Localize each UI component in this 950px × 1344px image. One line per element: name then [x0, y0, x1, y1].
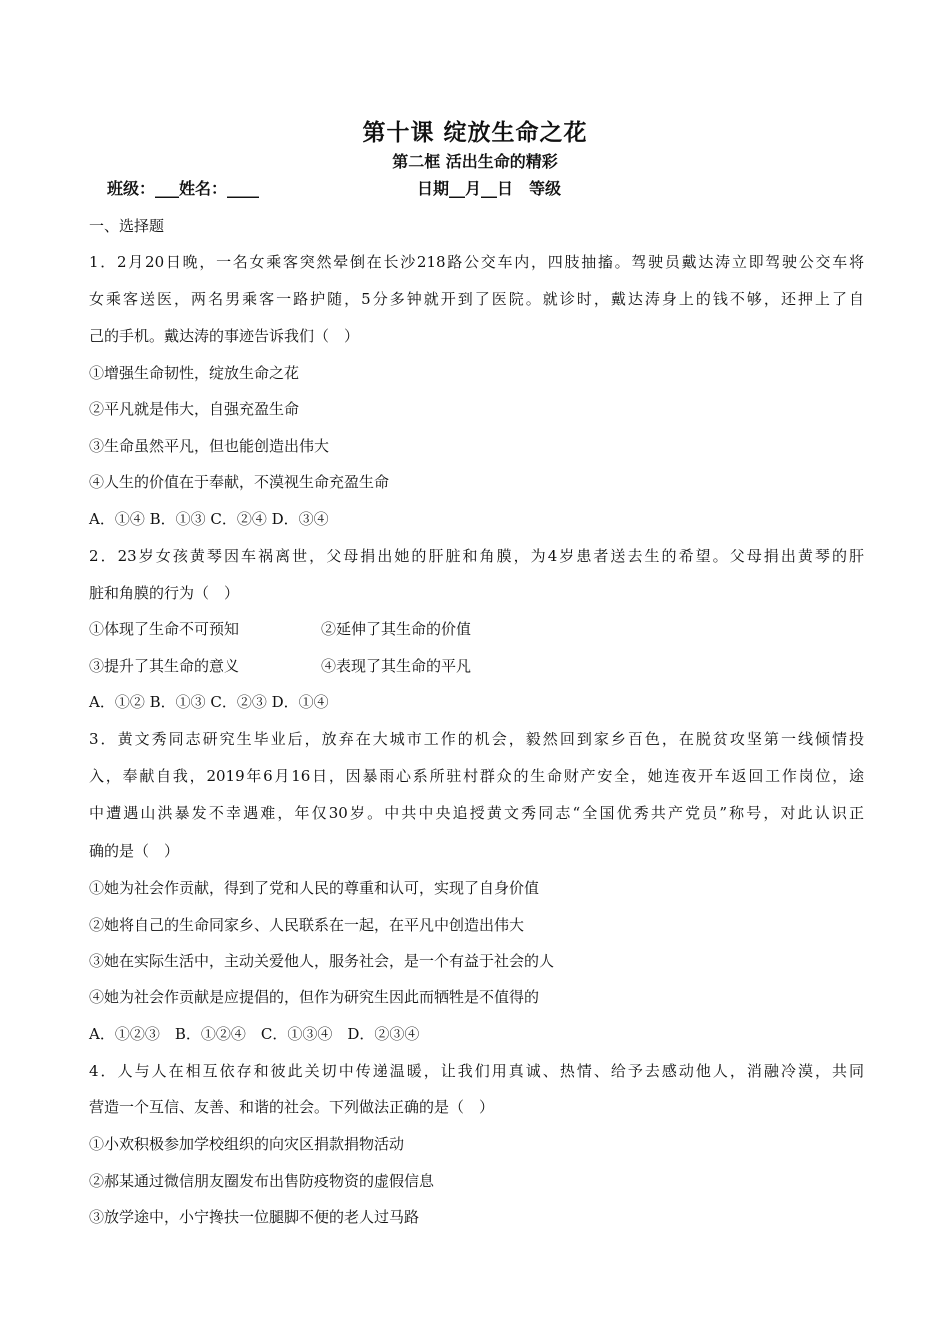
date-grade-field: 日期__月__日 等级 — [417, 179, 562, 198]
q3-option: ④她为社会作贡献是应提倡的，但作为研究生因此而牺牲是不值得的 — [89, 988, 540, 1006]
q2-option-row — [89, 655, 864, 676]
q3-option: ①她为社会作贡献，得到了党和人民的尊重和认可，实现了自身价值 — [89, 879, 540, 897]
q1-option: ①增强生命韧性，绽放生命之花 — [89, 364, 300, 382]
q2-option: ①体现了生命不可预知 — [89, 620, 240, 638]
q3-stem-line: 入，奉献自我，2019年6月16日，因暴雨心系所驻村群众的生命财产安全，她连夜开车返回工作岗位，途 — [89, 767, 864, 785]
q1-option: ②平凡就是伟大，自强充盈生命 — [89, 400, 300, 418]
q1-answer-choices: A．①④ B．①③ C．②④ D．③④ — [89, 510, 329, 528]
lesson-subtitle: 第二框 活出生命的精彩 — [392, 152, 558, 171]
q1-option: ③生命虽然平凡，但也能创造出伟大 — [89, 437, 330, 455]
q2-option-row — [89, 618, 864, 639]
q4-stem-line: 4．人与人在相互依存和彼此关切中传递温暖，让我们用真诚、热情、给予去感动他人，消融冷漠，共同 — [89, 1062, 864, 1080]
q3-stem-line: 3．黄文秀同志研究生毕业后，放弃在大城市工作的机会，毅然回到家乡百色，在脱贫攻坚第一线倾情投 — [89, 730, 864, 748]
q2-option: ②延伸了其生命的价值 — [321, 620, 472, 638]
q2-option: ④表现了其生命的平凡 — [321, 657, 472, 675]
q4-option: ③放学途中，小宁搀扶一位腿脚不便的老人过马路 — [89, 1208, 420, 1226]
q2-stem-line: 脏和角膜的行为（ ） — [89, 584, 240, 602]
q3-option: ②她将自己的生命同家乡、人民联系在一起，在平凡中创造出伟大 — [89, 916, 525, 934]
q4-option: ①小欢积极参加学校组织的向灾区捐款捐物活动 — [89, 1135, 405, 1153]
q2-answer-choices: A．①② B．①③ C．②③ D．①④ — [89, 693, 329, 711]
q1-stem-line: 女乘客送医，两名男乘客一路护随，5分多钟就开到了医院。就诊时，戴达涛身上的钱不够，还押上了自 — [89, 290, 864, 308]
q3-stem-line: 中遭遇山洪暴发不幸遇难，年仅30岁。中共中央追授黄文秀同志“全国优秀共产党员”称号，对此认识正 — [89, 804, 864, 822]
q3-answer-choices: A．①②③ B．①②④ C．①③④ D．②③④ — [89, 1025, 420, 1043]
q4-option: ②郝某通过微信朋友圈发布出售防疫物资的虚假信息 — [89, 1172, 435, 1190]
class-name-field: 班级：___姓名：____ — [107, 179, 260, 198]
q1-stem-line: 己的手机。戴达涛的事迹告诉我们（ ） — [89, 327, 360, 345]
q4-stem-line: 营造一个互信、友善、和谐的社会。下列做法正确的是（ ） — [89, 1098, 495, 1116]
q1-stem-line: 1．2月20日晚，一名女乘客突然晕倒在长沙218路公交车内，四肢抽搐。驾驶员戴达涛立即驾驶公交车将 — [89, 253, 864, 271]
section-title: 一、选择题 — [89, 217, 165, 235]
q3-stem-line: 确的是（ ） — [89, 842, 180, 860]
lesson-title: 第十课 绽放生命之花 — [362, 119, 588, 146]
q2-stem-line: 2．23岁女孩黄琴因车祸离世，父母捐出她的肝脏和角膜，为4岁患者送去生的希望。父母捐出黄琴的肝 — [89, 547, 864, 565]
q2-option: ③提升了其生命的意义 — [89, 657, 240, 675]
q1-option: ④人生的价值在于奉献，不漠视生命充盈生命 — [89, 473, 390, 491]
q3-option: ③她在实际生活中，主动关爱他人，服务社会，是一个有益于社会的人 — [89, 952, 555, 970]
